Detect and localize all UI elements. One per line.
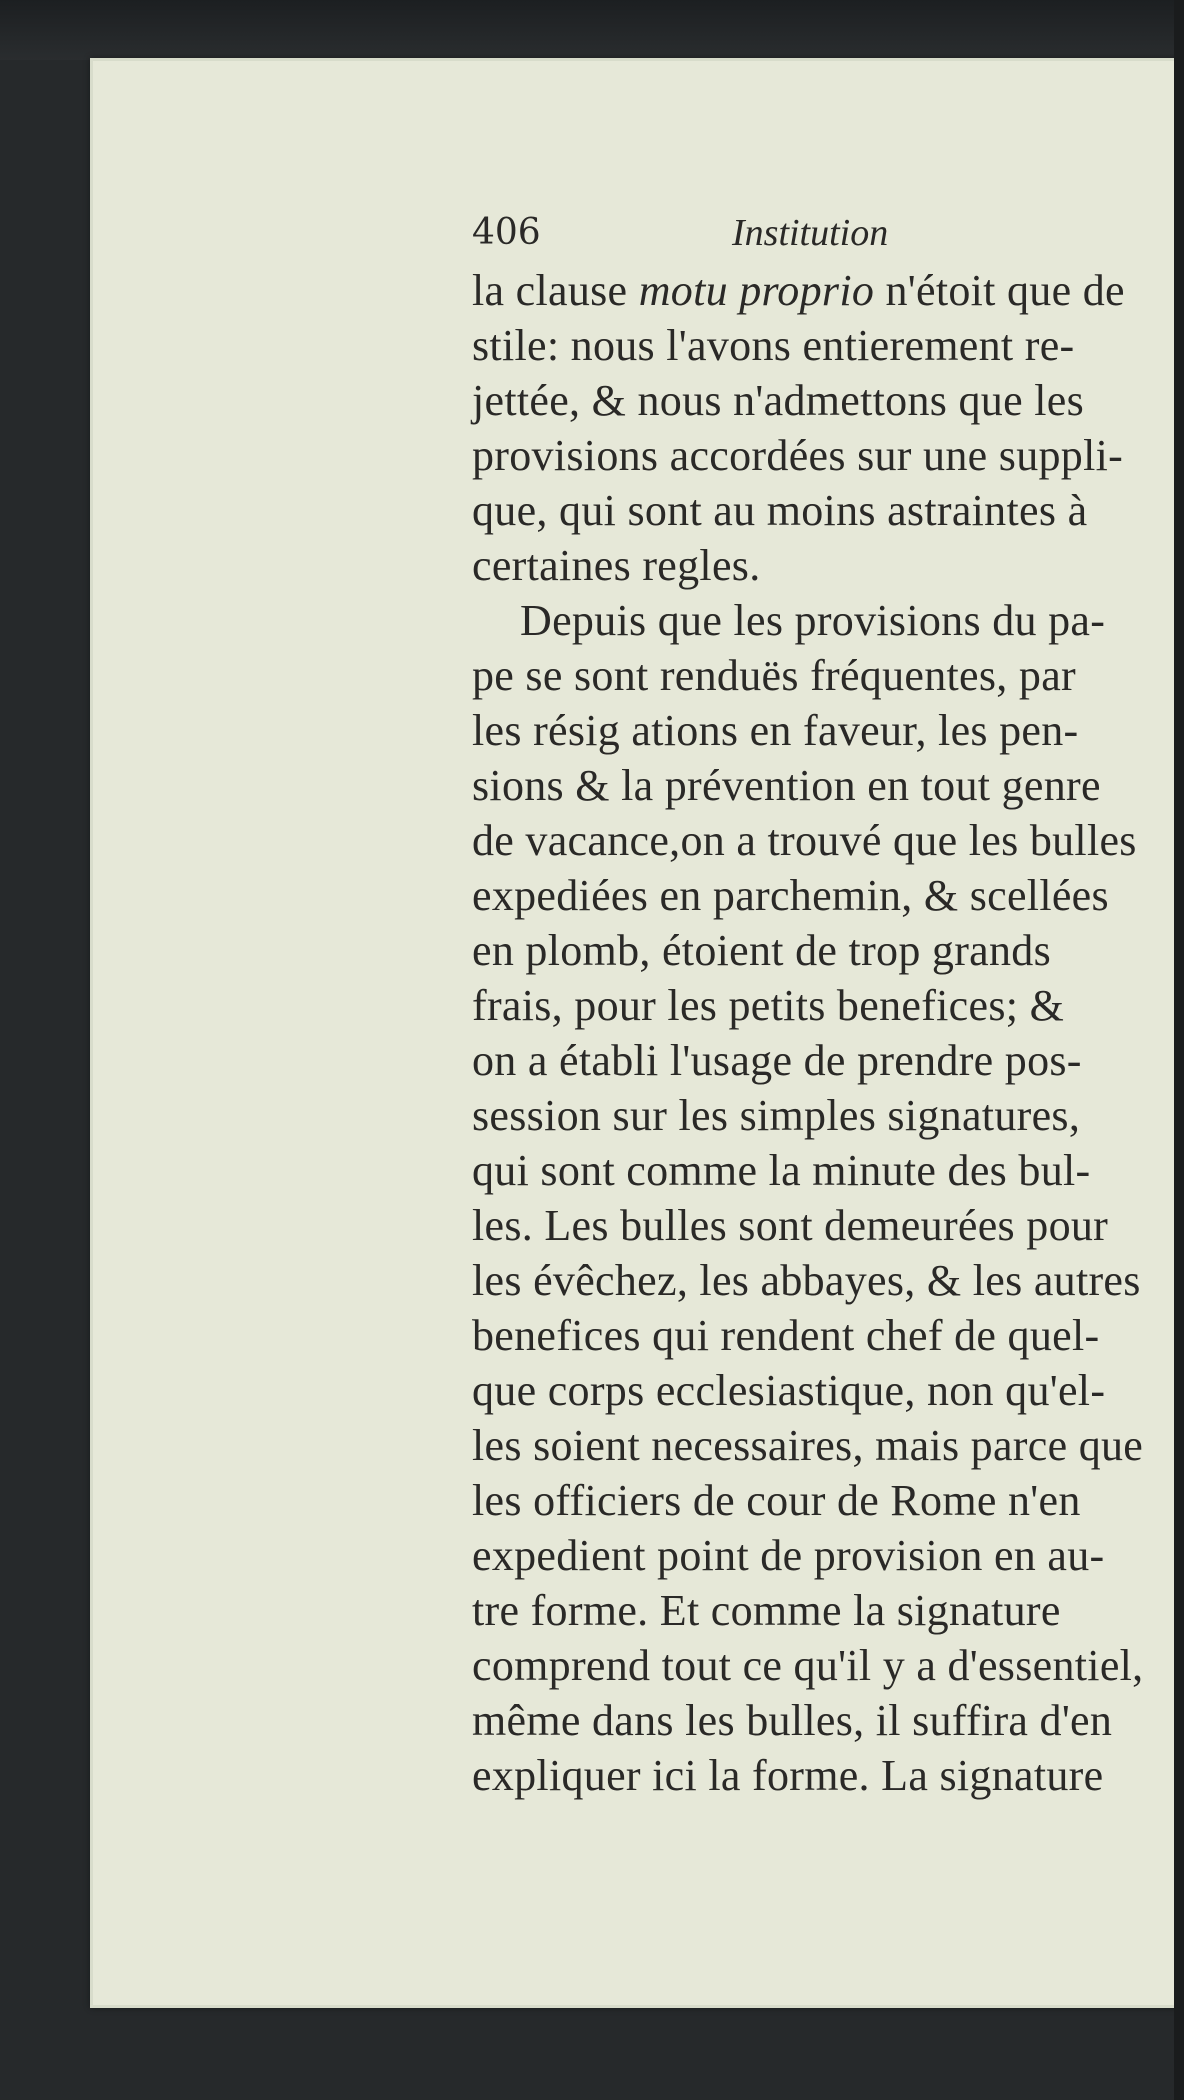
text-line: expedient point de provision en au- xyxy=(472,1531,1105,1580)
text-line: jettée, & nous n'admettons que les xyxy=(472,376,1084,425)
text-line: les soient necessaires, mais parce que xyxy=(472,1421,1144,1470)
text-line: stile: nous l'avons entierement re- xyxy=(472,321,1075,370)
text-line: frais, pour les petits benefices; & xyxy=(472,981,1065,1030)
page-number: 406 xyxy=(472,212,541,253)
text-line: sions & la prévention en tout genre xyxy=(472,761,1101,810)
text-line: les officiers de cour de Rome n'en xyxy=(472,1476,1081,1525)
background-right-edge xyxy=(1174,0,1184,2100)
text-line: les. Les bulles sont demeurées pour xyxy=(472,1201,1109,1250)
text-line: expediées en parchemin, & scellées xyxy=(472,871,1109,920)
text-line: provisions accordées sur une suppli- xyxy=(472,431,1124,480)
text-line: les résig ations en faveur, les pen- xyxy=(472,706,1079,755)
text-line: pe se sont renduës fréquentes, par xyxy=(472,651,1076,700)
text-line: même dans les bulles, il suffira d'en xyxy=(472,1696,1113,1745)
running-title: Institution xyxy=(732,212,889,254)
text-line: que corps ecclesiastique, non qu'el- xyxy=(472,1366,1106,1415)
book-page xyxy=(90,58,1180,2008)
text-line: benefices qui rendent chef de quel- xyxy=(472,1311,1100,1360)
text-line: qui sont comme la minute des bul- xyxy=(472,1146,1091,1195)
text-line: de vacance,on a trouvé que les bulles xyxy=(472,816,1137,865)
background-top-edge xyxy=(0,0,1184,60)
text-line xyxy=(472,263,1184,318)
text-line: que, qui sont au moins astraintes à xyxy=(472,486,1088,535)
text-line: comprend tout ce qu'il y a d'essentiel, xyxy=(472,1641,1144,1690)
text-line: session sur les simples signatures, xyxy=(472,1091,1081,1140)
page-header xyxy=(472,203,1184,263)
text-line: certaines regles. xyxy=(472,541,761,590)
text-line: tre forme. Et comme la signature xyxy=(472,1586,1061,1635)
text-block xyxy=(472,203,1184,1803)
text-line: on a établi l'usage de prendre pos- xyxy=(472,1036,1082,1085)
text-line: expliquer ici la forme. La signature xyxy=(472,1751,1104,1800)
paragraph-start-line: Depuis que les provisions du pa- xyxy=(520,596,1106,645)
text-line: en plomb, étoient de trop grands xyxy=(472,926,1052,975)
text-line: les évêchez, les abbayes, & les autres xyxy=(472,1256,1141,1305)
line-text: la clause xyxy=(472,266,639,315)
italic-phrase: motu proprio xyxy=(638,266,875,315)
line-text: n'étoit que de xyxy=(874,266,1125,315)
